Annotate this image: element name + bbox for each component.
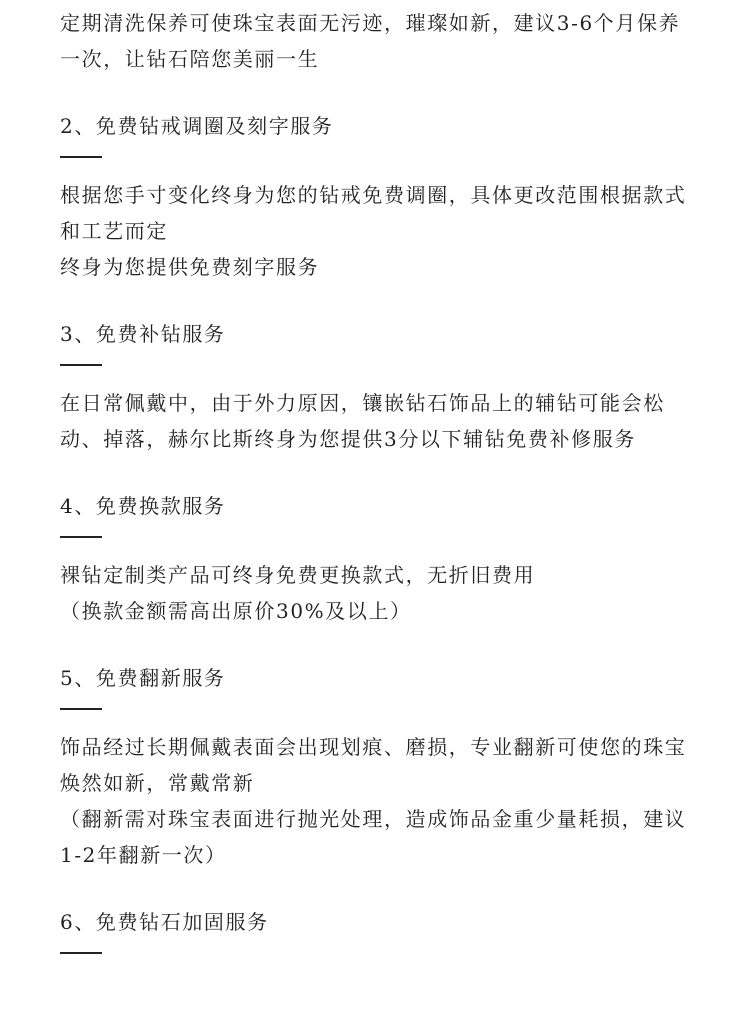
section-refurbish	[60, 660, 690, 873]
section-paragraph: （换款金额需高出原价30%及以上）	[60, 599, 412, 623]
section-divider	[60, 536, 102, 538]
section-paragraph: （翻新需对珠宝表面进行抛光处理，造成饰品金重少量耗损，建议1-2年翻新一次）	[60, 807, 687, 867]
section-diamond-reinforcement	[60, 904, 690, 954]
section-divider	[60, 708, 102, 710]
section-title: 2、免费钻戒调圈及刻字服务	[60, 114, 334, 138]
section-divider	[60, 952, 102, 954]
section-paragraph: 根据您手寸变化终身为您的钻戒免费调圈，具体更改范围根据款式和工艺而定	[60, 183, 687, 243]
section-paragraph: 在日常佩戴中，由于外力原因，镶嵌钻石饰品上的辅钻可能会松动、掉落，赫尔比斯终身为您提供3分以下辅钻免费补修服务	[60, 391, 665, 451]
section-diamond-replacement	[60, 316, 690, 457]
section-title: 6、免费钻石加固服务	[60, 910, 269, 934]
section-title: 5、免费翻新服务	[60, 666, 226, 690]
section-title: 4、免费换款服务	[60, 494, 226, 518]
section-divider	[60, 156, 102, 158]
section-divider	[60, 364, 102, 366]
section-title: 3、免费补钻服务	[60, 322, 226, 346]
section-style-exchange	[60, 488, 690, 629]
section-ring-resize-engraving	[60, 108, 690, 285]
section-paragraph: 裸钻定制类产品可终身免费更换款式，无折旧费用	[60, 563, 536, 587]
section-paragraph: 终身为您提供免费刻字服务	[60, 255, 320, 279]
section-paragraph: 饰品经过长期佩戴表面会出现划痕、磨损，专业翻新可使您的珠宝焕然如新，常戴常新	[60, 735, 687, 795]
service-document	[0, 5, 750, 1014]
intro-paragraph: 定期清洗保养可使珠宝表面无污迹，璀璨如新，建议3-6个月保养一次，让钻石陪您美丽一生	[60, 11, 681, 71]
